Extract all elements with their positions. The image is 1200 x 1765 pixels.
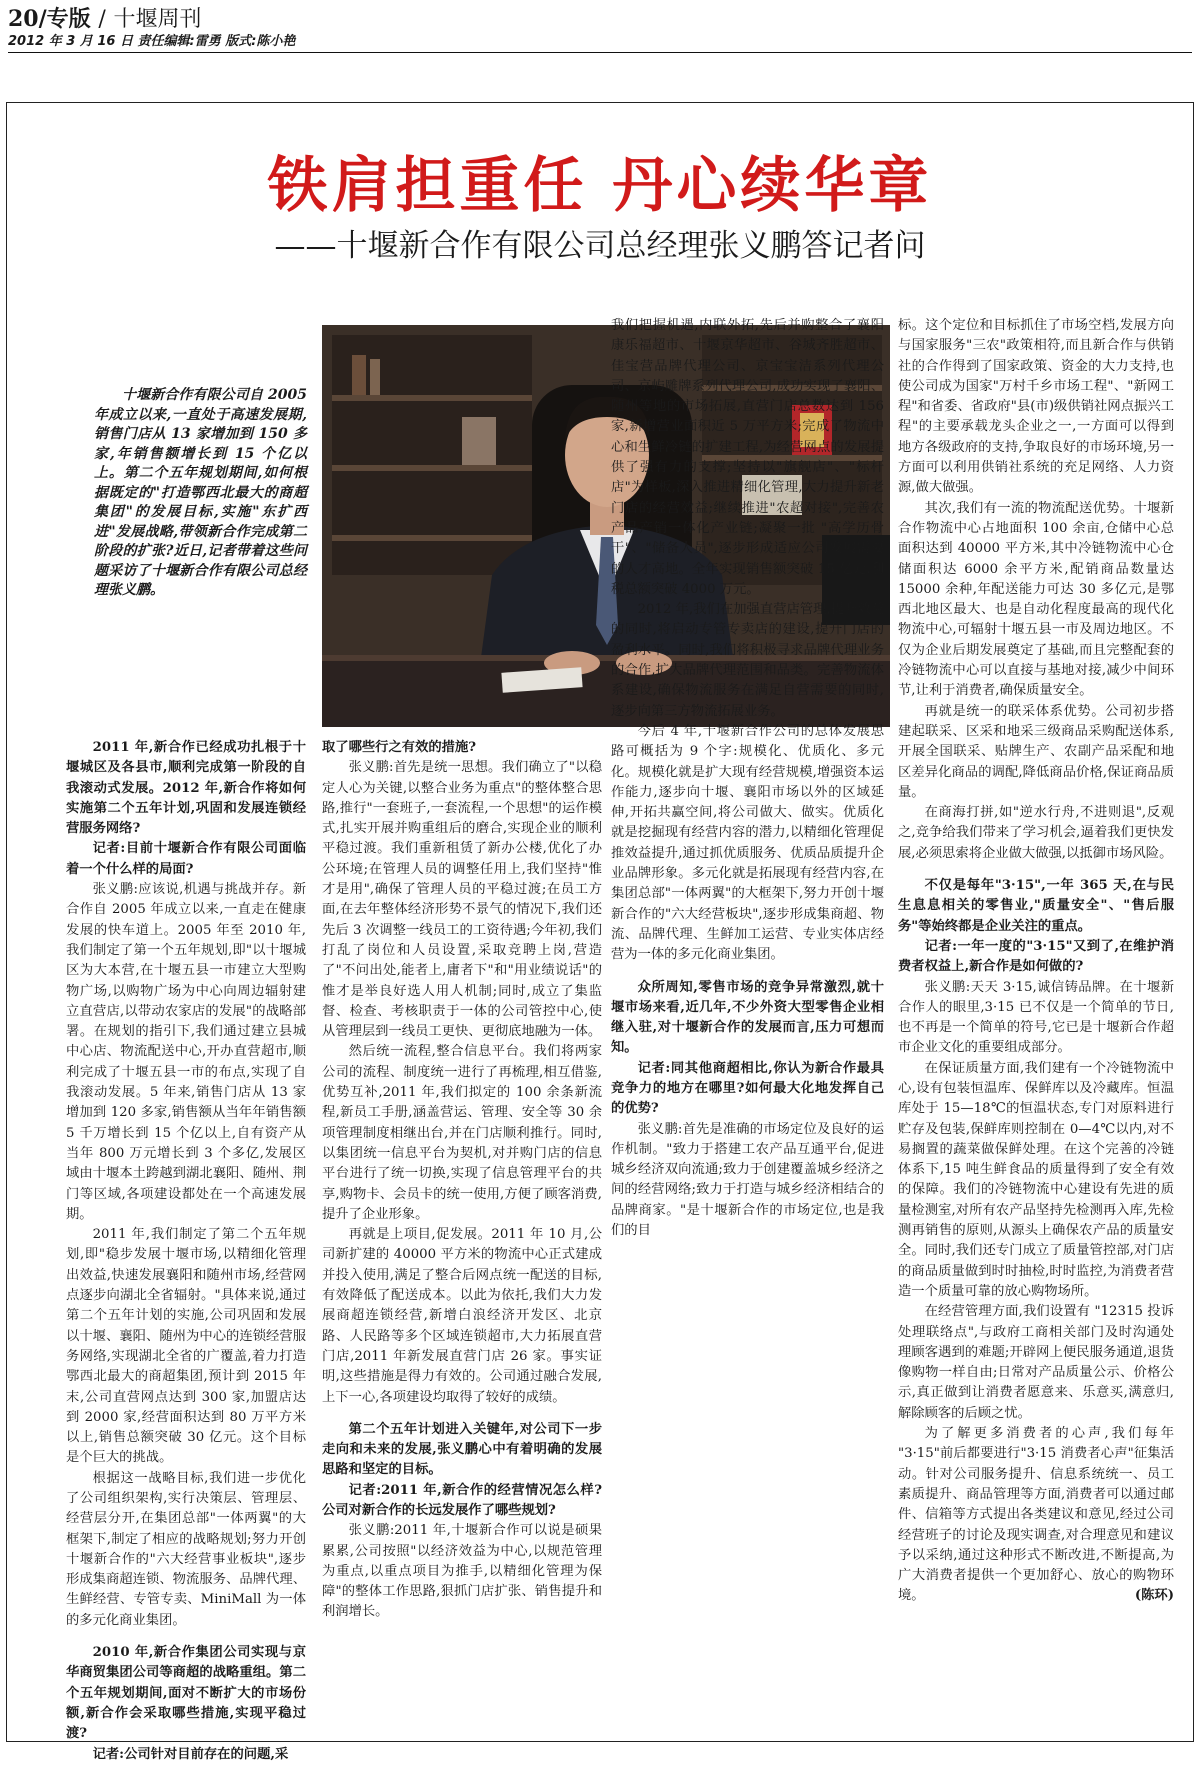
article-paragraph: 2011 年,我们制定了第二个五年规划,即"稳步发展十堰市场,以精细化管理出效益,快速发展襄阳和随州市场,经营网点逐步向湖北全省辐射。"具体来说,通过第二个五年计划的实施,公司巩固和发展以十堰、襄阳、随州为中心的连锁经营服务网络,实现湖北全省的广覆盖,着力打造鄂西北最大的商超集团,预计到 2015 年末,公司直营网点达到 300 家,加盟店达到 2000 家,经营面积达到 80 万平方米以上,销售总额突破 30 亿元。这个目标是个巨大的挑战。 bbox=[66, 1227, 306, 1466]
article-paragraph: 记者:同其他商超相比,你认为新合作最具竞争力的地方在哪里?如何最大化地发挥自己的优势? bbox=[611, 1060, 884, 1117]
article-intro: 十堰新合作有限公司自 2005 年成立以来,一直处于高速发展期,销售门店从 13 家增加到 150 多家,年销售额增长到 15 个亿以上。第二个五年规划期间,如何根据既定的"打造鄂西北最大的商超集团"的发展目标,实施"东扩西进"发展战略,带领新合作完成第二阶段的扩张?近日,记者带着这些问题采访了十堰新合作有限公司总经理张义鹏。 bbox=[94, 387, 307, 598]
article-paragraph: 张义鹏:应该说,机遇与挑战并存。新合作自 2005 年成立以来,一直走在健康发展的快车道上。2005 年至 2010 年,我们制定了第一个五年规划,即"以十堰城区为大本营,在十堰五县一市建立大型购物广场,以购物广场为中心向周边辐射建立直营店,以带动农家店的发展"的战略部署。在规划的指引下,我们通过建立县城中心店、物流配送中心,开办直营超市,顺利完成了十堰五县一市的布点,实现了自我滚动发展。5 年来,销售门店从 13 家增加到 120 多家,销售额从当年年销售额 5 千万增长到 15 个亿以上,自有资产从当年 800 万元增长到 3 个多亿,发展区域由十堰本土跨越到湖北襄阳、随州、荆门等区域,各项建设都处在一个高速发展期。 bbox=[66, 882, 306, 1222]
section-name: 专版 bbox=[46, 7, 91, 32]
article-paragraph: 记者:一年一度的"3·15"又到了,在维护消费者权益上,新合作是如何做的? bbox=[898, 938, 1174, 975]
article-paragraph: 为了解更多消费者的心声,我们每年 "3·15"前后都要进行"3·15 消费者心声"征集活动。针对公司服务提升、信息系统统一、员工素质提升、商品管理等方面,消费者可以通过邮件、信箱等方式提出各类建议和意见,经过公司经营班子的讨论及现实调查,对合理意见和建议予以采纳,通过这种形式不断改进,不断提高,为广大消费者提供一个更加舒心、放心的购物环境。 (陈环) bbox=[898, 1424, 1174, 1607]
paper-name: 十堰周刊 bbox=[113, 7, 202, 32]
article-paragraph: 第二个五年计划进入关键年,对公司下一步走向和未来的发展,张义鹏心中有着明确的发展思路和坚定的目标。 bbox=[322, 1421, 602, 1478]
article-paragraph: 在保证质量方面,我们建有一个冷链物流中心,设有包装恒温库、保鲜库以及冷藏库。恒温库处于 15—18℃的恒温状态,专门对原料进行贮存及包装,保鲜库则控制在 0—4℃以内,对不易搁置的蔬菜做保鲜处理。在这个完善的冷链体系下,15 吨生鲜食品的质量得到了安全有效的保障。我们的冷链物流中心建设有先进的质量检测室,对所有农产品坚持先检测再入库,先检测再销售的原则,从源头上确保农产品的质量安全。同时,我们还专门成立了质量管控部,对门店的商品质量做到时时抽检,时时监控,为消费者营造一个质量可靠的放心购物场所。 bbox=[898, 1060, 1174, 1299]
masthead-separator: / bbox=[98, 7, 106, 32]
article-paragraph: 标。这个定位和目标抓住了市场空档,发展方向与国家服务"三农"政策相符,而且新合作与供销社的合作得到了国家政策、资金的大力支持,也使公司成为国家"万村千乡市场工程"、"新网工程"和省委、省政府"县(市)级供销社网点振兴工程"的主要承载龙头企业之一,一方面可以得到地方各级政府的支持,争取良好的市场环境,另一方面可以利用供销社系统的充足网络、人力资源,做大做强。 bbox=[898, 318, 1174, 496]
article-paragraph: 张义鹏:首先是统一思想。我们确立了"以稳定人心为关键,以整合业务为重点"的整体整合思路,推行"一套班子,一套流程,一个思想"的运作模式,扎实开展并购重组后的磨合,实现企业的顺利平稳过渡。我们重新租赁了新办公楼,优化了办公环境;在管理人员的调整任用上,我们坚持"惟才是用",确保了管理人员的平稳过渡;在员工方面,在去年整体经济形势不景气的情况下,我们还先后 3 次调整一线员工的工资待遇;今年初,我们打乱了岗位和人员设置,采取竞聘上岗,营造了"不问出处,能者上,庸者下"和"用业绩说话"的惟才是举良好选人用人机制;同时,成立了集监督、检查、考核职责于一体的公司管控中心,使从管理层到一线员工更快、更彻底地融为一体。 bbox=[322, 760, 602, 1040]
article-paragraph: 张义鹏:2011 年,十堰新合作可以说是硕果累累,公司按照"以经济效益为中心,以规范管理为重点,以重点项目为推手,以精细化管理为保障"的整体工作思路,狠抓门店扩张、销售提升和利润增长。 bbox=[322, 1523, 602, 1620]
article-paragraph: 记者:公司针对目前存在的问题,采 bbox=[92, 1746, 289, 1762]
article-column-2 bbox=[322, 738, 602, 1728]
article-paragraph: 根据这一战略目标,我们进一步优化了公司组织架构,实行决策层、管理层、经营层分开,在集团总部"一体两翼"的大框架下,制定了相应的战略规划;努力开创十堰新合作的"六大经营事业板块",逐步形成集商超连锁、物流服务、品牌代理、生鲜经营、专管专卖、MiniMall 为一体的多元化商业集团。 bbox=[66, 1470, 306, 1628]
article-paragraph: 在商海打拼,如"逆水行舟,不进则退",反观之,竞争给我们带来了学习机会,逼着我们更快发展,必须思索将企业做大做强,以抵御市场风险。 bbox=[898, 805, 1174, 861]
article-paragraph: 2010 年,新合作集团公司实现与京华商贸集团公司等商超的战略重组。第二个五年规划期间,面对不断扩大的市场份额,新合作会采取哪些措施,实现平稳过渡? bbox=[66, 1645, 306, 1742]
article-paragraph: 不仅是每年"3·15",一年 365 天,在与民生息息相关的零售业,"质量安全"、"售后服务"等始终都是企业关注的重点。 bbox=[898, 878, 1174, 934]
article-paragraph: 其次,我们有一流的物流配送优势。十堰新合作物流中心占地面积 100 余亩,仓储中心总面积达到 40000 平方米,其中冷链物流中心仓储面积达 6000 余平方米,配销商品数量达 15000 余种,年配送能力可达 30 多亿元,是鄂西北地区最大、也是自动化程度最高的现代化物流中心,可辐射十堰五县一市及周边地区。不仅为企业后期发展奠定了基础,而且完整配套的冷链物流中心可以直接与基地对接,减少中间环节,让利于消费者,确保质量安全。 bbox=[898, 500, 1174, 699]
masthead-title-line bbox=[8, 6, 1192, 33]
article-column-4 bbox=[898, 316, 1174, 1726]
article-column-1 bbox=[66, 738, 306, 1762]
author-signature: (陈环) bbox=[1134, 1588, 1174, 1604]
article-paragraph: 今后 4 年,十堰新合作公司的总体发展思路可概括为 9 个字:规模化、优质化、多元化。规模化就是扩大现有经营规模,增强资本运作能力,逐步向十堰、襄阳市场以外的区域延伸,开拓共赢空间,将公司做大、做实。优质化就是挖掘现有经营内容的潜力,以精细化管理促推效益提升,通过抓优质服务、优质品质提升企业品牌形象。多元化就是拓展现有经营内容,在集团总部"一体两翼"的大框架下,努力开创十堰新合作的"六大经营板块",逐步形成集商超、物流、品牌代理、生鲜加工运营、专业实体店经营为一体的多元化商业集团。 bbox=[611, 723, 884, 963]
article-paragraph: 然后统一流程,整合信息平台。我们将两家公司的流程、制度统一进行了再梳理,相互借鉴,优势互补,2011 年,我们拟定的 100 余条新流程,新员工手册,涵盖营运、管理、安全等 30 余项管理制度相继出台,并在门店顺利推行。同时,以集团统一信息平台为契机,对并购门店的信息平台进行了统一切换,实现了信息管理平台的共享,购物卡、会员卡的统一使用,方便了顾客消费,提升了企业形象。 bbox=[322, 1044, 602, 1222]
article-paragraph: 再就是统一的联采体系优势。公司初步搭建起联采、区采和地采三级商品采购配送体系,开展全国联采、贴牌生产、农副产品采配和地区差异化商品的调配,降低商品价格,保证商品质量。 bbox=[898, 703, 1174, 800]
headline: 铁肩担重任 丹心续华章 bbox=[267, 151, 933, 221]
article-paragraph: 2012 年,我们在加强直营店管理,提升效益的同时,将启动专管专卖店的建设,提升门店的盈利水平。同时,我们将积极寻求品牌代理业务的合作,扩大品牌代理范围和品类。完善物流体系建设,确保物流服务在满足自营需要的同时,逐步向第三方物流拓展业务。 bbox=[611, 602, 884, 719]
article-paragraph: 在经营管理方面,我们设置有 "12315 投诉处理联络点",与政府工商相关部门及时沟通处理顾客遇到的难题;开辟网上便民服务通道,退货像购物一样自由;日常对产品质量公示、价格公示,真正做到让消费者愿意来、乐意买,满意归,解除顾客的后顾之忧。 bbox=[898, 1304, 1174, 1421]
article-paragraph: 取了哪些行之有效的措施? bbox=[322, 740, 477, 755]
subheadline: ——十堰新合作有限公司总经理张义鹏答记者问 bbox=[274, 228, 926, 264]
masthead-rule bbox=[8, 52, 1192, 53]
page-number: 20/ bbox=[8, 6, 47, 32]
article-paragraph: 张义鹏:首先是准确的市场定位及良好的运作机制。"致力于搭建工农产品互通平台,促进城乡经济双向流通;致力于创建覆盖城乡经济之间的经营网络;致力于打造与城乡经济相结合的品牌商家。"是十堰新合作的市场定位,也是我们的目 bbox=[611, 1121, 884, 1239]
article-paragraph: 众所周知,零售市场的竞争异常激烈,就十堰市场来看,近几年,不少外资大型零售企业相继入驻,对十堰新合作的发展而言,压力可想而知。 bbox=[611, 979, 884, 1056]
article-paragraph: 记者:2011 年,新合作的经营情况怎么样?公司对新合作的长远发展作了哪些规划? bbox=[322, 1482, 602, 1518]
article-paragraph: 再就是上项目,促发展。2011 年 10 月,公司新扩建的 40000 平方米的物流中心正式建成并投入使用,满足了整合后网点统一配送的目标,有效降低了配送成本。以此为依托,我们大力发展商超连锁经营,新增白浪经济开发区、北京路、人民路等多个区域连锁超市,大力拓展直营门店,2011 年新发展直营门店 26 家。事实证明,这些措施是得力有效的。公司通过融合发展,上下一心,各项建设均取得了较好的成绩。 bbox=[322, 1227, 602, 1405]
article-paragraph: 2011 年,新合作已经成功扎根于十堰城区及各县市,顺利完成第一阶段的自我滚动式发展。2012 年,新合作将如何实施第二个五年计划,巩固和发展连锁经营服务网络? bbox=[66, 740, 306, 837]
article-paragraph: 张义鹏:天天 3·15,诚信铸品牌。在十堰新合作人的眼里,3·15 已不仅是一个简单的节日,也不再是一个简单的符号,它已是十堰新合作超市企业文化的重要组成部分。 bbox=[898, 979, 1174, 1056]
article-paragraph: 记者:目前十堰新合作有限公司面临着一个什么样的局面? bbox=[66, 841, 306, 877]
article-column-3 bbox=[611, 316, 884, 1726]
masthead bbox=[8, 6, 1192, 52]
article-paragraph: 我们把握机遇,内联外拓,先后并购整合了襄阳康乐福超市、十堰京华超市、谷城齐胜超市、佳宝营品牌代理公司、京宝宝洁系列代理公司、京屿雕牌系列代理公司,成功实现了襄阳、随州等地的市场拓展,直营门店总数达到 156 家,新增营业面积近 5 万平方米;完成了物流中心和生鲜冷链的扩建工程,为经营网点的发展提供了强有力的支撑;坚持以"旗舰店"、"标杆店"为样板,深入推进精细化管理,大力提升新老门店的经营效益;继续推进"农超对接",完善农产品产销一体化产业链;凝聚一批 "高学历骨干"、"储备人员",逐步形成适应公司发展需要的人才高地。全年实现销售额突破 15 亿元,利税总额突破 4000 万元。 bbox=[611, 318, 884, 597]
dateline: 2012 年 3 月 16 日 责任编辑:雷勇 版式:陈小艳 bbox=[8, 34, 296, 49]
